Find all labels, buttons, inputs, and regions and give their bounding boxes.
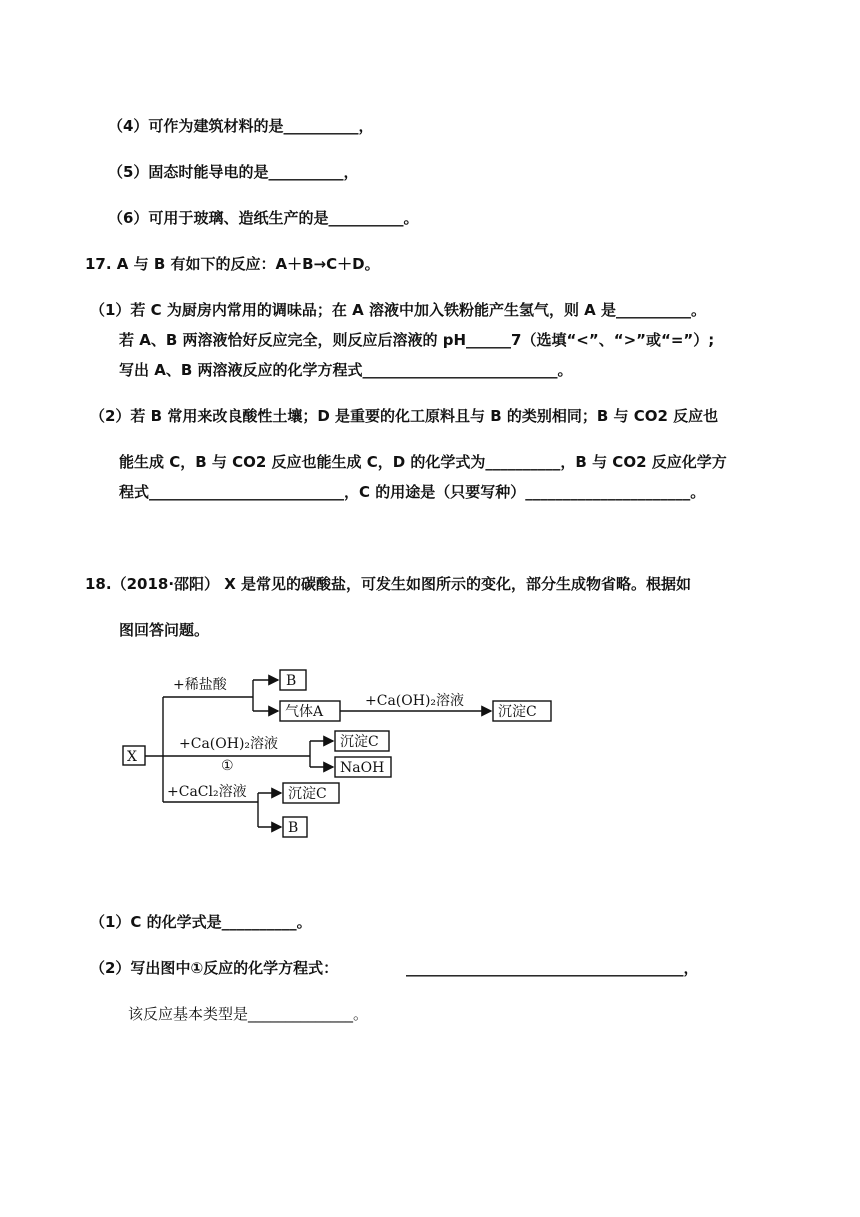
label-gas-a: 气体A <box>285 704 324 720</box>
q17-part2-line3: 程式__________________________，C 的用途是（只要写种）______________________。 <box>119 483 706 501</box>
q16-item4: （4）可作为建筑材料的是__________， <box>108 117 374 135</box>
label-circle-1: ① <box>221 758 234 774</box>
q17-part1-line2: 若 A、B 两溶液恰好反应完全，则反应后溶液的 pH______7（选填“<”、“>”或“=”）; <box>119 331 715 349</box>
q18-sub2-blank: _____________________________________， <box>406 959 699 977</box>
q16-item5: （5）固态时能导电的是__________， <box>108 163 359 181</box>
label-box-b-1: B <box>286 673 297 689</box>
label-ppt-c-2: 沉淀C <box>340 734 379 750</box>
q17-part2-line2: 能生成 C，B 与 CO2 反应也能生成 C，D 的化学式为__________，B 与 CO2 反应化学方 <box>119 453 727 471</box>
q18-sub1: （1）C 的化学式是__________。 <box>90 913 312 931</box>
label-ppt-c-3: 沉淀C <box>288 786 327 802</box>
label-reagent-caoh2-1: +Ca(OH)₂溶液 <box>365 693 465 709</box>
reaction-flow-diagram <box>115 665 575 845</box>
label-box-b-2: B <box>288 820 299 836</box>
q17-part1-line3: 写出 A、B 两溶液反应的化学方程式__________________________。 <box>119 361 573 379</box>
q18-stem-line1: 18.（2018·邵阳） X 是常见的碳酸盐，可发生如图所示的变化，部分生成物省略。根据如 <box>85 575 692 593</box>
label-reagent-cacl2: +CaCl₂溶液 <box>167 784 247 800</box>
label-ppt-c-1: 沉淀C <box>498 704 537 720</box>
q18-sub2-line2: 该反应基本类型是______________。 <box>128 1005 369 1023</box>
label-reagent-caoh2-2: +Ca(OH)₂溶液 <box>179 736 279 752</box>
q17-stem: 17. A 与 B 有如下的反应：A＋B→C＋D。 <box>85 255 380 273</box>
label-x: X <box>127 749 137 765</box>
q18-stem-line2: 图回答问题。 <box>119 621 210 639</box>
label-reagent-hcl: +稀盐酸 <box>173 677 227 693</box>
q16-item6: （6）可用于玻璃、造纸生产的是__________。 <box>108 209 419 227</box>
q17-part2-line1: （2）若 B 常用来改良酸性土壤；D 是重要的化工原料且与 B 的类别相同；B 与 CO2 反应也 <box>90 407 719 425</box>
label-naoh: NaOH <box>340 760 385 776</box>
q17-part1-line1: （1）若 C 为厨房内常用的调味品；在 A 溶液中加入铁粉能产生氢气，则 A 是__________。 <box>90 301 706 319</box>
q18-sub2-line1: （2）写出图中①反应的化学方程式： <box>90 959 339 977</box>
